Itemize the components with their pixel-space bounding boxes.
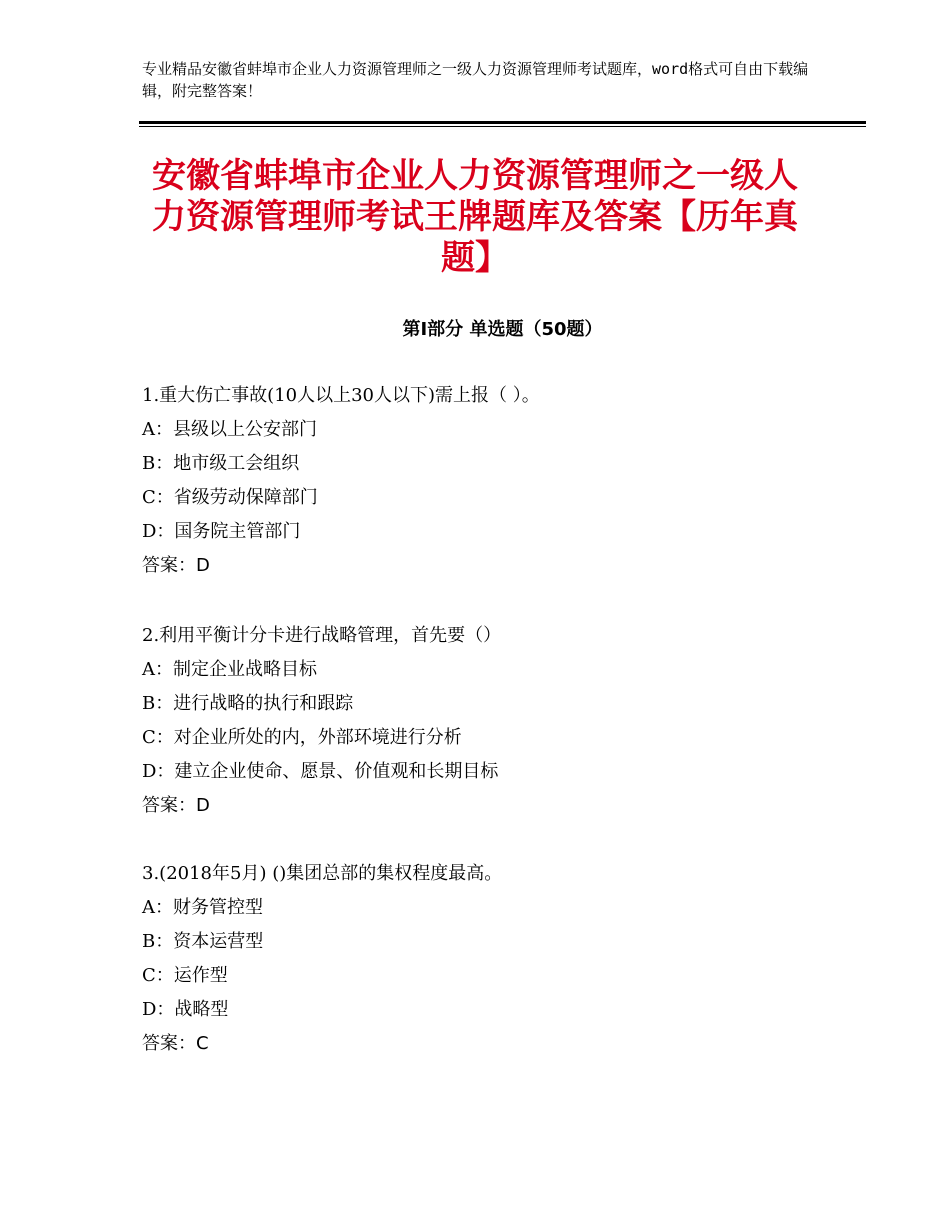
question-stem: 3.(2018年5月) ()集团总部的集权程度最高。 (142, 863, 503, 884)
option-a: A：制定企业战略目标 (142, 659, 317, 680)
header-divider (139, 121, 866, 124)
option-d: D：国务院主管部门 (142, 521, 301, 542)
answer: 答案：D (142, 795, 210, 816)
question-1 (142, 379, 842, 583)
section-title: 第Ⅰ部分 单选题（50题） (402, 319, 603, 340)
option-b: B：资本运营型 (142, 931, 264, 952)
document-title: 安徽省蚌埠市企业人力资源管理师之一级人力资源管理师考试王牌题库及答案【历年真题】 (152, 156, 798, 278)
header-divider-thin (139, 126, 866, 127)
question-3 (142, 857, 842, 1061)
question-stem: 1.重大伤亡事故(10人以上30人以下)需上报（ ）。 (142, 385, 540, 406)
header-note: 专业精品安徽省蚌埠市企业人力资源管理师之一级人力资源管理师考试题库，word格式可自由下载编辑，附完整答案！ (142, 60, 809, 100)
option-d: D：建立企业使命、愿景、价值观和长期目标 (142, 761, 499, 782)
question-2 (142, 619, 842, 823)
option-d: D：战略型 (142, 999, 229, 1020)
option-c: C：省级劳动保障部门 (142, 487, 318, 508)
option-b: B：进行战略的执行和跟踪 (142, 693, 354, 714)
answer: 答案：D (142, 555, 210, 576)
question-stem: 2.利用平衡计分卡进行战略管理，首先要（） (142, 625, 502, 646)
option-a: A：财务管控型 (142, 897, 263, 918)
option-a: A：县级以上公安部门 (142, 419, 317, 440)
option-c: C：对企业所处的内，外部环境进行分析 (142, 727, 462, 748)
answer: 答案：C (142, 1033, 209, 1054)
option-c: C：运作型 (142, 965, 228, 986)
option-b: B：地市级工会组织 (142, 453, 300, 474)
